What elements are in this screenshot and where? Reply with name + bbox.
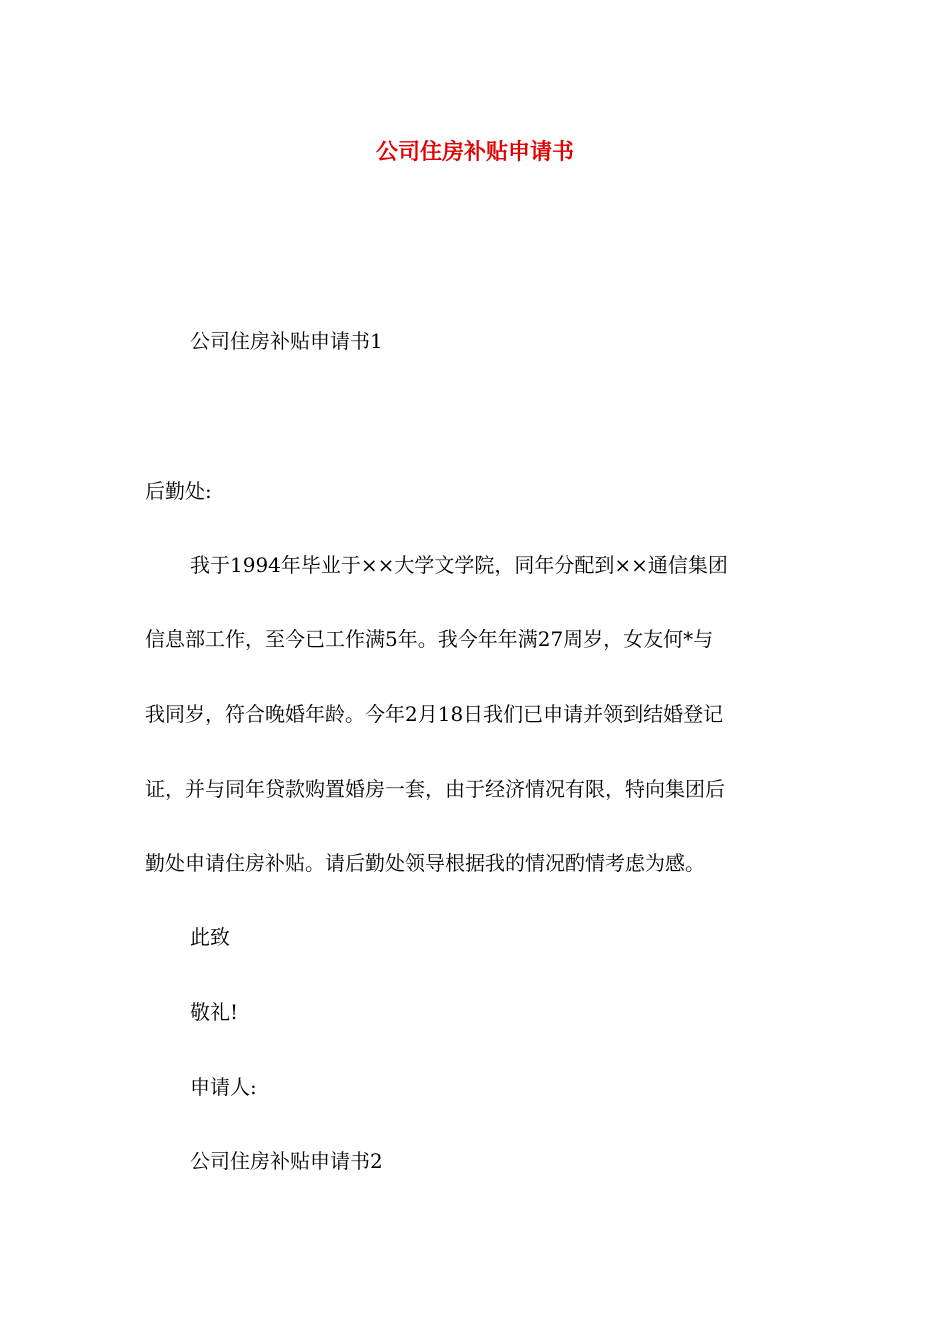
body-line-3: 我同岁，符合晚婚年龄。今年2月18日我们已申请并领到结婚登记 bbox=[145, 702, 724, 726]
closing-ci-zhi: 此致 bbox=[190, 925, 230, 949]
section-2-heading: 公司住房补贴申请书2 bbox=[190, 1149, 383, 1173]
applicant-label: 申请人: bbox=[190, 1075, 257, 1099]
salutation: 后勤处: bbox=[145, 479, 212, 503]
body-line-5: 勤处申请住房补贴。请后勤处领导根据我的情况酌情考虑为感。 bbox=[145, 851, 705, 875]
body-line-2: 信息部工作，至今已工作满5年。我今年年满27周岁，女友何*与 bbox=[145, 627, 714, 651]
body-line-1: 我于1994年毕业于××大学文学院，同年分配到××通信集团 bbox=[190, 553, 728, 577]
closing-jing-li: 敬礼! bbox=[190, 1000, 239, 1024]
section-1-heading: 公司住房补贴申请书1 bbox=[190, 329, 383, 353]
body-line-4: 证，并与同年贷款购置婚房一套，由于经济情况有限，特向集团后 bbox=[145, 777, 725, 801]
document-title: 公司住房补贴申请书 bbox=[375, 139, 574, 165]
